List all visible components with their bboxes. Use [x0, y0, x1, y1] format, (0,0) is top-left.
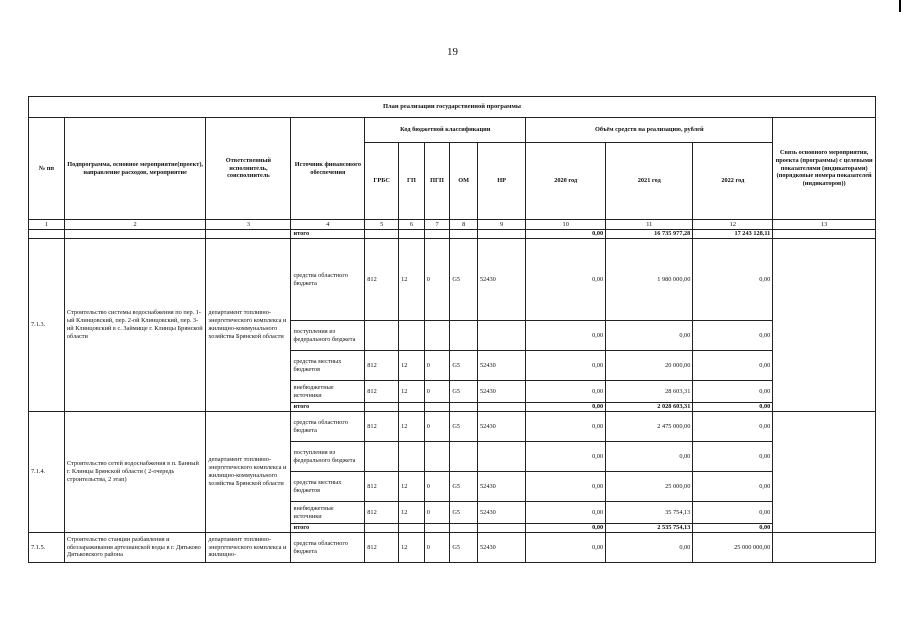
total-label: итого [291, 230, 365, 239]
column-number-row [29, 220, 876, 230]
cell-2022: 0,00 [693, 351, 773, 381]
cell-2021: 25 000,00 [606, 472, 693, 502]
cell-2020: 0,00 [526, 412, 606, 442]
item-responsible: департамент топливно-энергетического комплекса и жилищно-коммунального хозяйства Брянской области [206, 239, 291, 412]
cell-grbs: 812 [365, 502, 399, 524]
funding-source: средства областного бюджета [291, 239, 365, 321]
cell-2020: 0,00 [526, 239, 606, 321]
cell-nr: 52430 [478, 533, 526, 563]
header-2020: 2020 год [526, 143, 606, 220]
header-nr: НР [478, 143, 526, 220]
cell-pgp: 0 [424, 502, 450, 524]
funding-source: средства областного бюджета [291, 533, 365, 563]
funding-source: средства областного бюджета [291, 412, 365, 442]
cell-2022: 0,00 [693, 442, 773, 472]
total-label: итого [291, 403, 365, 412]
item-name: Строительство системы водоснабжения по пер. 1-ый Клинцовский, пер. 2-ой Клинцовский, пер. 3-ий Клинцовский в с. Займище г. Клинцы Брянской области [64, 239, 206, 412]
cell-2021: 28 603,31 [606, 381, 693, 403]
total-label: итого [291, 524, 365, 533]
col-number: 4 [291, 220, 365, 230]
table-row [29, 239, 876, 321]
cell-gp [399, 321, 425, 351]
header-om: ОМ [450, 143, 478, 220]
cell-2022: 0,00 [693, 472, 773, 502]
cell-grbs: 812 [365, 533, 399, 563]
cell-2020: 0,00 [526, 502, 606, 524]
table-row [29, 533, 876, 563]
cell-2021: 0,00 [606, 533, 693, 563]
table-row [29, 412, 876, 442]
cell-nr: 52430 [478, 239, 526, 321]
cell-2022: 0,00 [693, 502, 773, 524]
cell-2020: 0,00 [526, 321, 606, 351]
funding-source: поступления из федерального бюджета [291, 321, 365, 351]
item-responsible: департамент топливно-энергетического комплекса и жилищно-коммунального хозяйства Брянской области [206, 412, 291, 533]
total-2022: 0,00 [693, 524, 773, 533]
col-number: 13 [773, 220, 876, 230]
page-number: 19 [447, 46, 458, 58]
cell-grbs: 812 [365, 351, 399, 381]
cell-2021: 1 980 000,00 [606, 239, 693, 321]
col-number: 8 [450, 220, 478, 230]
cell-om [450, 321, 478, 351]
cell-nr: 52430 [478, 472, 526, 502]
cell-nr: 52430 [478, 502, 526, 524]
cell-2022: 0,00 [693, 412, 773, 442]
total-2021: 16 735 977,28 [606, 230, 693, 239]
col-number: 2 [64, 220, 206, 230]
cell-grbs: 812 [365, 239, 399, 321]
col-number: 3 [206, 220, 291, 230]
header-2022: 2022 год [693, 143, 773, 220]
col-number: 11 [606, 220, 693, 230]
funding-source: внебюджетные источники [291, 502, 365, 524]
cell-om: G5 [450, 351, 478, 381]
item-name: Строительство сетей водоснабжения в п. Банный г. Клинцы Брянской области ( 2-очередь строительства, 2 этап) [64, 412, 206, 533]
cell-gp: 12 [399, 502, 425, 524]
header-pgp: ПГП [424, 143, 450, 220]
cell-gp: 12 [399, 381, 425, 403]
item-name: Строительство станции разбавления и обеззараживания артезианской воды в г. Дятьково Дятьковского района [64, 533, 206, 563]
header-grbs: ГРБС [365, 143, 399, 220]
cell-nr [478, 442, 526, 472]
col-number: 9 [478, 220, 526, 230]
cell-grbs: 812 [365, 472, 399, 502]
funding-source: средства местных бюджетов [291, 351, 365, 381]
cell-om: G5 [450, 502, 478, 524]
header-link: Связь основного мероприятия, проекта (программы) с целевыми показателями (индикаторами) (порядковые номера показателей (индикаторов)) [773, 118, 876, 220]
cell-om: G5 [450, 533, 478, 563]
cell-2020: 0,00 [526, 381, 606, 403]
cell-nr: 52430 [478, 381, 526, 403]
cell-2022: 25 000 000,00 [693, 533, 773, 563]
header-budget-code: Код бюджетной классификации [365, 118, 526, 143]
item-number: 7.1.3. [29, 239, 65, 412]
cell-2022: 0,00 [693, 381, 773, 403]
total-2021: 2 535 754,13 [606, 524, 693, 533]
cell-grbs: 812 [365, 381, 399, 403]
cell-gp: 12 [399, 351, 425, 381]
col-number: 10 [526, 220, 606, 230]
cell-link [773, 533, 876, 563]
cell-2021: 0,00 [606, 442, 693, 472]
total-row [29, 230, 876, 239]
cell-om: G5 [450, 381, 478, 403]
cell-2021: 2 475 000,00 [606, 412, 693, 442]
cell-gp: 12 [399, 239, 425, 321]
header-source: Источник финансового обеспечения [291, 118, 365, 220]
cell-grbs: 812 [365, 412, 399, 442]
cell-2022: 0,00 [693, 321, 773, 351]
header-2021: 2021 год [606, 143, 693, 220]
cell-nr: 52430 [478, 412, 526, 442]
cell-2020: 0,00 [526, 472, 606, 502]
cell-2021: 35 754,13 [606, 502, 693, 524]
cell-om [450, 442, 478, 472]
col-number: 5 [365, 220, 399, 230]
cell-pgp: 0 [424, 472, 450, 502]
cell-2021: 0,00 [606, 321, 693, 351]
total-2020: 0,00 [526, 230, 606, 239]
cell-nr: 52430 [478, 351, 526, 381]
item-responsible: департамент топливно-энергетического комплекса и жилищно- [206, 533, 291, 563]
cell-pgp [424, 442, 450, 472]
funding-source: внебюджетные источники [291, 381, 365, 403]
cell-2020: 0,00 [526, 442, 606, 472]
cell-grbs [365, 442, 399, 472]
header-num: № пп [29, 118, 65, 220]
item-number: 7.1.4. [29, 412, 65, 533]
cell-2022: 0,00 [693, 239, 773, 321]
cell-nr [478, 321, 526, 351]
cell-gp: 12 [399, 472, 425, 502]
item-number: 7.1.5. [29, 533, 65, 563]
header-volume: Объём средств на реализацию, рублей [526, 118, 773, 143]
cell-pgp [424, 321, 450, 351]
cell-pgp: 0 [424, 381, 450, 403]
cell-om: G5 [450, 239, 478, 321]
cell-grbs [365, 321, 399, 351]
cell-gp: 12 [399, 533, 425, 563]
scan-edge-mark [899, 0, 901, 12]
total-2020: 0,00 [526, 403, 606, 412]
cell-pgp: 0 [424, 412, 450, 442]
total-2020: 0,00 [526, 524, 606, 533]
cell-pgp: 0 [424, 239, 450, 321]
cell-link [773, 412, 876, 533]
cell-gp [399, 442, 425, 472]
table-title: План реализации государственной программы [29, 97, 876, 118]
cell-om: G5 [450, 412, 478, 442]
header-responsible: Ответственный исполнитель, соисполнитель [206, 118, 291, 220]
total-2022: 17 243 128,11 [693, 230, 773, 239]
cell-pgp: 0 [424, 533, 450, 563]
funding-source: средства местных бюджетов [291, 472, 365, 502]
header-gp: ГП [399, 143, 425, 220]
program-plan-table [28, 96, 876, 563]
total-2021: 2 028 603,31 [606, 403, 693, 412]
cell-gp: 12 [399, 412, 425, 442]
cell-pgp: 0 [424, 351, 450, 381]
cell-2021: 20 000,00 [606, 351, 693, 381]
col-number: 12 [693, 220, 773, 230]
cell-om: G5 [450, 472, 478, 502]
cell-2020: 0,00 [526, 351, 606, 381]
col-number: 1 [29, 220, 65, 230]
header-subprogram: Подпрограмма, основное мероприятие(проект), направление расходов, мероприятие [64, 118, 206, 220]
total-2022: 0,00 [693, 403, 773, 412]
cell-2020: 0,00 [526, 533, 606, 563]
col-number: 7 [424, 220, 450, 230]
funding-source: поступления из федерального бюджета [291, 442, 365, 472]
cell-link [773, 239, 876, 412]
col-number: 6 [399, 220, 425, 230]
